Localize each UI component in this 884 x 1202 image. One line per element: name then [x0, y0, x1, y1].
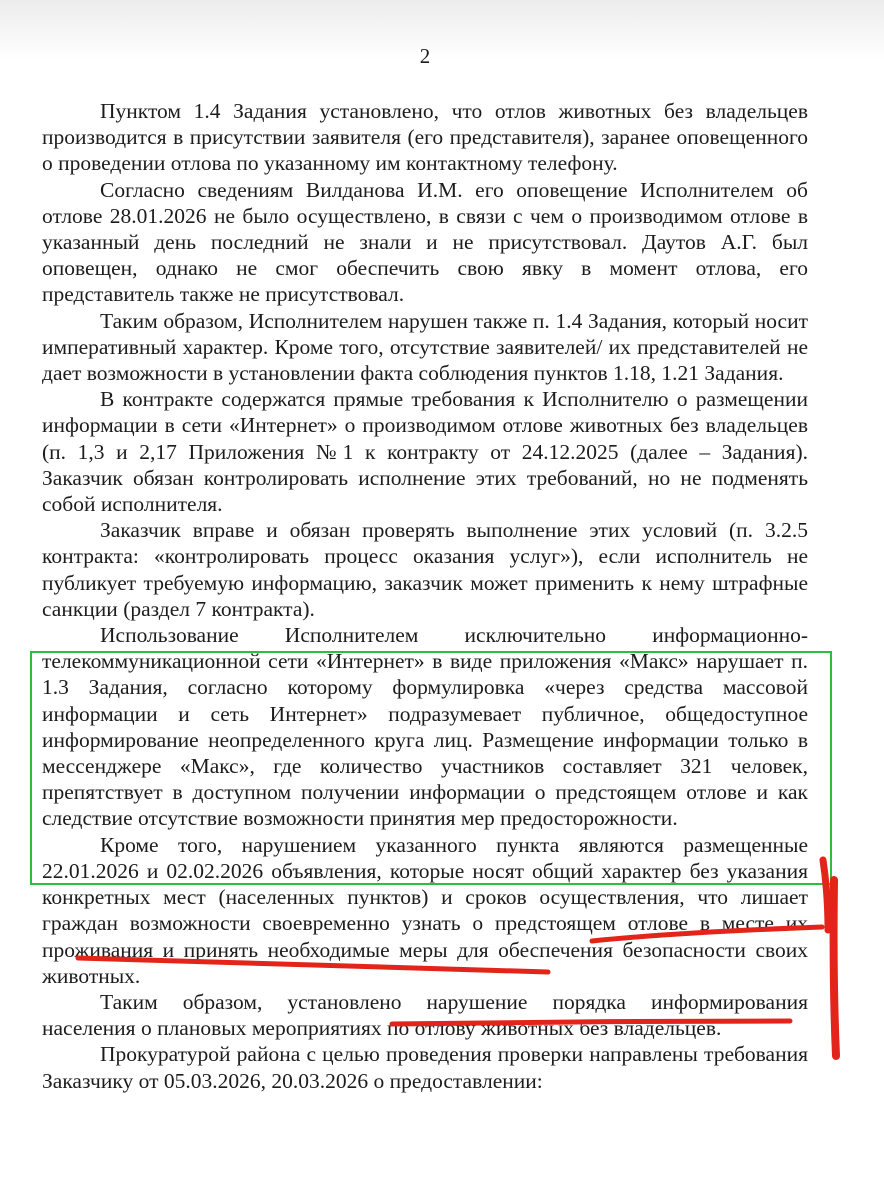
- paragraph-6-highlighted: Использование Исполнителем исключительно информационно-телекоммуникационной сети «Интернет» в виде приложения «Макс» нарушает п. 1.3 Задания, согласно которому формулировка «через средства массовой информации и сеть Интернет» подразумевает публичное, общедоступное информирование неопределенного круга лиц. Размещение информации только в мессенджере «Макс», где количество участников составляет 321 человек, препятствует в доступном получении информации о предстоящем отлове и как следствие отсутствие возможности принятия мер предосторожности.: [42, 623, 808, 831]
- page-number: 2: [419, 44, 431, 68]
- paragraph-5: Заказчик вправе и обязан проверять выполнение этих условий (п. 3.2.5 контракта: «контролировать процесс оказания услуг»), если исполнитель не публикует требуемую информацию, заказчик может применить к нему штрафные санкции (раздел 7 контракта).: [42, 518, 808, 621]
- green-highlight-box: [30, 651, 832, 885]
- paragraph-9: Прокуратурой района с целью проведения проверки направлены требования Заказчику от 05.03.2026, 20.03.2026 о предоставлении:: [42, 1042, 808, 1093]
- bottom-fade: [0, 1162, 884, 1202]
- paragraph-1: Пунктом 1.4 Задания установлено, что отлов животных без владельцев производится в присутствии заявителя (его представителя), заранее оповещенного о проведении отлова по указанному им контактному телефону.: [42, 99, 808, 176]
- document-body: [42, 98, 808, 1094]
- paragraph-7: Кроме того, нарушением указанного пункта являются размещенные 22.01.2026 и 02.02.2026 объявления, которые носят общий характер без указания конкретных мест (населенных пунктов) и сроков осуществления, что лишает граждан возможности своевременно узнать о предстоящем отлове в месте их проживания и принять необходимые меры для обеспечения безопасности своих животных.: [42, 832, 808, 988]
- paragraph-2: Согласно сведениям Вилданова И.М. его оповещение Исполнителем об отлове 28.01.2026 не было осуществлено, в связи с чем о производимом отлове в указанный день последний не знали и не присутствовал. Даутов А.Г. был оповещен, однако не смог обеспечить свою явку в момент отлова, его представитель также не присутствовал.: [42, 177, 808, 307]
- paragraph-4: В контракте содержатся прямые требования к Исполнителю о размещении информации в сети «Интернет» о производимом отлове животных без владельцев (п. 1,3 и 2,17 Приложения №1 к контракту от 24.12.2025 (далее – Задания). Заказчик обязан контролировать исполнение этих требований, но не подменять собой исполнителя.: [42, 387, 808, 517]
- paragraph-8: Таким образом, установлено нарушение порядка информирования населения о плановых мероприятиях по отлову животных без владельцев.: [42, 989, 808, 1041]
- paragraph-3: Таким образом, Исполнителем нарушен также п. 1.4 Задания, который носит императивный характер. Кроме того, отсутствие заявителей/ их представителей не дает возможности в установлении факта соблюдения пунктов 1.18, 1.21 Задания.: [42, 308, 808, 386]
- red-margin-line-2: [834, 880, 836, 1056]
